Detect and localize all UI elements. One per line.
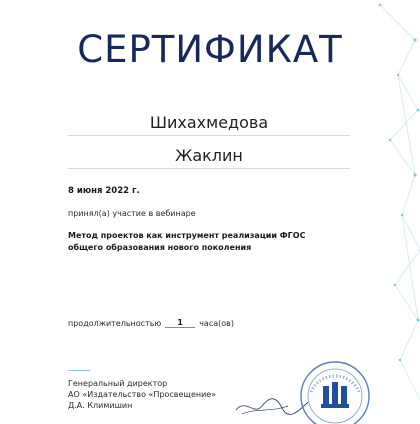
- certificate-title: СЕРТИФИКАТ: [77, 28, 343, 71]
- duration-unit: часа(ов): [199, 319, 234, 328]
- event-date: 8 июня 2022 г.: [68, 186, 140, 196]
- signatory-block: [68, 378, 216, 411]
- duration-row: [68, 318, 234, 328]
- participation-text: принял(а) участие в вебинаре: [68, 209, 196, 218]
- signatory-organization: АО «Издательство «Просвещение»: [68, 390, 217, 399]
- recipient-surname: Шихахмедова: [68, 113, 350, 136]
- webinar-topic-line-2: общего образования нового поколения: [68, 243, 252, 252]
- recipient-first-name: Жаклин: [68, 146, 350, 169]
- publisher-seal-logo: [293, 352, 377, 424]
- signatory-position: Генеральный директор: [68, 379, 168, 388]
- webinar-topic: [68, 230, 368, 254]
- signature-divider: [68, 370, 90, 371]
- webinar-topic-line-1: Метод проектов как инструмент реализации ФГОС: [68, 231, 306, 240]
- signatory-name: Д.А. Климишин: [68, 401, 133, 410]
- duration-label: продолжительностью: [68, 319, 162, 328]
- duration-hours-value: 1: [165, 318, 195, 328]
